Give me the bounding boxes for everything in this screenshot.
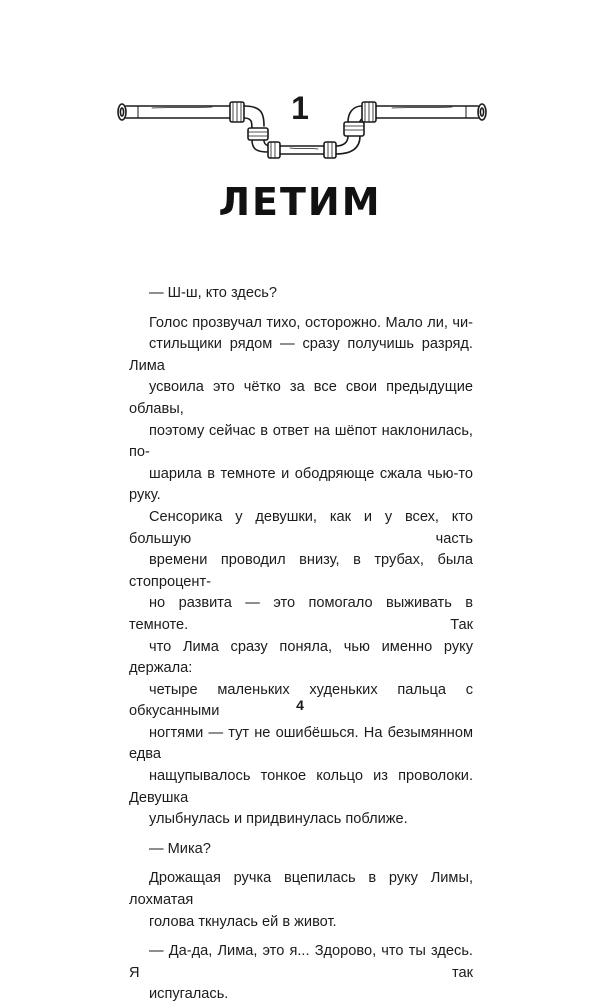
text-line: — Мика? — [149, 840, 211, 857]
paragraph — [129, 839, 473, 861]
page-number: 4 — [296, 697, 304, 713]
paragraph — [129, 941, 473, 1006]
text-line: что Лима сразу поняла, чью именно руку держала: — [129, 638, 473, 677]
text-line: шарила в темноте и ободряюще сжала чью-то руку. — [129, 465, 473, 504]
chapter-body — [129, 283, 473, 1006]
text-line: усвоила это чётко за все свои предыдущие облавы, — [129, 379, 473, 417]
text-line: Голос прозвучал тихо, осторожно. Мало ли, чи- — [149, 314, 473, 331]
text-line: ногтями — тут не ошибёшься. На безымянном едва — [129, 724, 473, 763]
paragraph — [129, 313, 473, 831]
text-line: четыре маленьких худеньких пальца с обкусанными — [129, 681, 473, 720]
text-line: стильщики рядом — сразу получишь разряд. Лима — [129, 336, 473, 374]
text-line: Сенсорика у девушки, как и у всех, кто большую часть — [129, 508, 473, 547]
text-line: — Да-да, Лима, это я... Здорово, что ты здесь. Я так — [129, 943, 473, 981]
chapter-title: ЛЕТИМ — [218, 180, 382, 224]
paragraph — [129, 868, 473, 933]
text-line: но развита — это помогало выживать в темноте. Так — [129, 595, 473, 633]
text-line: улыбнулась и придвинулась поближе. — [149, 811, 408, 828]
text-line: Дрожащая ручка вцепилась в руку Лимы, лохматая — [129, 870, 473, 909]
paragraph — [129, 283, 473, 305]
text-line: голова ткнулась ей в живот. — [149, 913, 337, 930]
text-line: нащупывалось тонкое кольцо из проволоки. Девушка — [129, 768, 473, 806]
chapter-number: 1 — [291, 90, 309, 126]
text-line: — Ш-ш, кто здесь? — [149, 285, 277, 301]
text-line: времени проводил внизу, в трубах, была стопроцент- — [129, 552, 473, 590]
text-line: поэтому сейчас в ответ на шёпот наклонилась, по- — [129, 422, 473, 461]
text-line: испугалась. — [149, 986, 229, 1003]
